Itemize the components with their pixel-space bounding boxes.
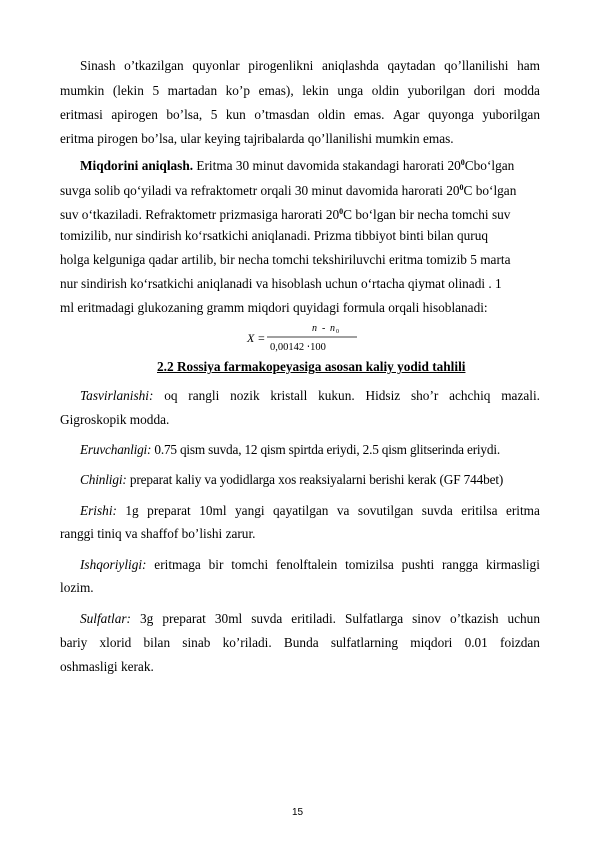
- word: foizdan: [500, 635, 540, 650]
- formula-num-n0: n: [330, 323, 335, 334]
- p2-line-1: Miqdorini aniqlash. Eritma 30 minut davomida stakandagi harorati $20^0Cbo‘lgan$: [80, 158, 515, 173]
- formula-eq: =: [258, 331, 265, 345]
- word: ham: [517, 58, 540, 73]
- erishi-line-1: [80, 503, 540, 519]
- word: sinab: [182, 635, 211, 650]
- word: miqdori: [410, 635, 453, 650]
- word: kukun.: [318, 388, 355, 403]
- word: oldin: [371, 83, 400, 98]
- word: o’tmasdan: [254, 107, 310, 122]
- word: 1g: [125, 503, 139, 518]
- formula-num-sub: 0: [336, 329, 339, 335]
- p2-line-4: tomizilib, nur sindirish ko‘rsatkichi aniqlanadi. Prizma tibbiyot binti bilan quruq: [60, 228, 489, 243]
- word: fenolftalein: [275, 557, 338, 572]
- p2-line-7: ml eritmadagi glukozaning gramm miqdori quyidagi formula orqali hisoblanadi:: [60, 300, 488, 315]
- word: Sulfatlarga: [345, 611, 404, 626]
- word: quyonlar: [192, 58, 240, 73]
- word: qo’llanilishi: [444, 58, 509, 73]
- word: eritilsa: [461, 503, 498, 518]
- tasvir-line-1: [80, 388, 540, 404]
- word: yuborilgan: [482, 107, 540, 122]
- word: qaytadan: [387, 58, 436, 73]
- word: yangi: [235, 503, 265, 518]
- formula-num-minus: -: [322, 323, 326, 334]
- word: pushti: [401, 557, 435, 572]
- word: lekin: [302, 83, 329, 98]
- word: bir: [208, 557, 224, 572]
- word: suvda: [251, 611, 283, 626]
- p2-line-5: holga kelguniga qadar artilib, bir necha tomchi tekshiriluvchi eritma tomizib 5 marta: [60, 252, 511, 267]
- word: mumkin: [60, 83, 105, 98]
- word: 5: [152, 83, 160, 98]
- word: o’tkazish: [449, 611, 499, 626]
- word: yuborilgan: [407, 83, 466, 98]
- word: Agar: [392, 107, 420, 122]
- ishqoriyligi-label: Ishqoriyligi:: [80, 557, 147, 572]
- word: eritiladi.: [291, 611, 336, 626]
- word: unga: [337, 83, 364, 98]
- ishqoriyligi-line-1: [80, 557, 540, 573]
- word: oldin: [317, 107, 346, 122]
- word: bilan: [143, 635, 171, 650]
- word: Hidsiz: [365, 388, 401, 403]
- word: bariy: [60, 635, 88, 650]
- eruvchanligi-line: Eruvchanligi: 0.75 qism suvda, 12 qism spirtda eriydi, 2.5 qism glitserinda eriydi.: [80, 442, 500, 457]
- word: Bunda: [283, 635, 319, 650]
- eruvchanligi-label: Eruvchanligi:: [80, 442, 152, 457]
- formula-lhs: X: [247, 331, 255, 345]
- word: eritma: [505, 503, 540, 518]
- word: 0.01: [464, 635, 488, 650]
- sulfatlar-line-1: [80, 611, 540, 627]
- glucose-formula: [245, 318, 375, 358]
- word: ko’riladi.: [222, 635, 272, 650]
- word: kristall: [270, 388, 308, 403]
- page-number: 15: [291, 807, 304, 818]
- word: nozik: [230, 388, 260, 403]
- word: 5: [210, 107, 218, 122]
- word: sovutilgan: [357, 503, 414, 518]
- word: o’tkazilgan: [124, 58, 184, 73]
- word: tomchi: [231, 557, 269, 572]
- word: emas),: [258, 83, 294, 98]
- sulfatlar-line-2: [60, 635, 540, 651]
- word: quyonga: [428, 107, 474, 122]
- word: modda: [503, 83, 540, 98]
- word: dori: [473, 83, 496, 98]
- word: achchiq: [449, 388, 491, 403]
- word: bo’lsa,: [166, 107, 203, 122]
- chinligi-line: Chinligi: preparat kaliy va yodidlarga xos reaksiyalarni berishi kerak (GF 744bet): [80, 472, 504, 487]
- word: tomizilsa: [345, 557, 394, 572]
- p1-line-2: [60, 83, 540, 99]
- p2-line-6: nur sindirish ko‘rsatkichi aniqlanadi va hisoblash uchun o‘rtacha qiymat olinadi . 1: [60, 276, 502, 291]
- word: aniqlashda: [321, 58, 379, 73]
- word: sinov: [412, 611, 441, 626]
- p2-line-2: suvga solib qo‘yiladi va refraktometr orqali 30 minut davomida harorati $20^0C$ bo‘lgan: [60, 183, 517, 198]
- word: preparat: [162, 611, 206, 626]
- word: qayatilgan: [273, 503, 329, 518]
- p1-line-3: [60, 107, 540, 123]
- tasvir-label: Tasvirlanishi:: [80, 388, 154, 403]
- p1-line-1: [80, 58, 540, 74]
- erishi-label: Erishi:: [80, 503, 117, 518]
- chinligi-label: Chinligi:: [80, 472, 127, 487]
- word: 3g: [140, 611, 154, 626]
- word: ko’p: [225, 83, 251, 98]
- sulfatlar-line-3: oshmasligi kerak.: [60, 659, 154, 674]
- word: rangli: [188, 388, 220, 403]
- erishi-line-2: ranggi tiniq va shaffof bo’lishi zarur.: [60, 526, 256, 541]
- word: mazali.: [501, 388, 540, 403]
- word: (lekin: [112, 83, 144, 98]
- word: Sinash: [80, 58, 116, 73]
- word: eritmaga: [154, 557, 201, 572]
- section-heading: 2.2 Rossiya farmakopeyasiga asosan kaliy yodid tahlili: [157, 359, 466, 374]
- word: va: [336, 503, 350, 518]
- word: uchun: [507, 611, 540, 626]
- word: rangga: [441, 557, 479, 572]
- word: pirogenlikni: [248, 58, 314, 73]
- word: apirogen: [111, 107, 158, 122]
- word: emas.: [353, 107, 385, 122]
- word: oq: [164, 388, 178, 403]
- word: eritmasi: [60, 107, 103, 122]
- word: kirmasligi: [485, 557, 540, 572]
- p2-line-3: suv o‘tkaziladi. Refraktometr prizmasiga harorati $20^0C$ bo‘lgan bir necha tomchi suv: [60, 207, 511, 222]
- ishqoriyligi-line-2: lozim.: [60, 580, 94, 595]
- sulfatlar-label: Sulfatlar:: [80, 611, 131, 626]
- degree-sup: 0: [460, 158, 465, 167]
- formula-denominator: 0,00142 ⋅100: [270, 342, 326, 353]
- p1-line-4: eritma pirogen bo’lsa, ular keying tajribalarda qo’llanilishi mumkin emas.: [60, 131, 454, 146]
- word: sho’r: [410, 388, 439, 403]
- formula-num-n: n: [312, 323, 317, 334]
- word: suvda: [421, 503, 453, 518]
- word: 10ml: [199, 503, 227, 518]
- word: xlorid: [99, 635, 132, 650]
- word: kun: [225, 107, 246, 122]
- word: sulfatlarning: [330, 635, 399, 650]
- tasvir-line-2: Gigroskopik modda.: [60, 412, 170, 427]
- word: 30ml: [214, 611, 243, 626]
- word: martadan: [167, 83, 218, 98]
- section-label-miqdori: Miqdorini aniqlash.: [80, 158, 194, 173]
- word: preparat: [147, 503, 191, 518]
